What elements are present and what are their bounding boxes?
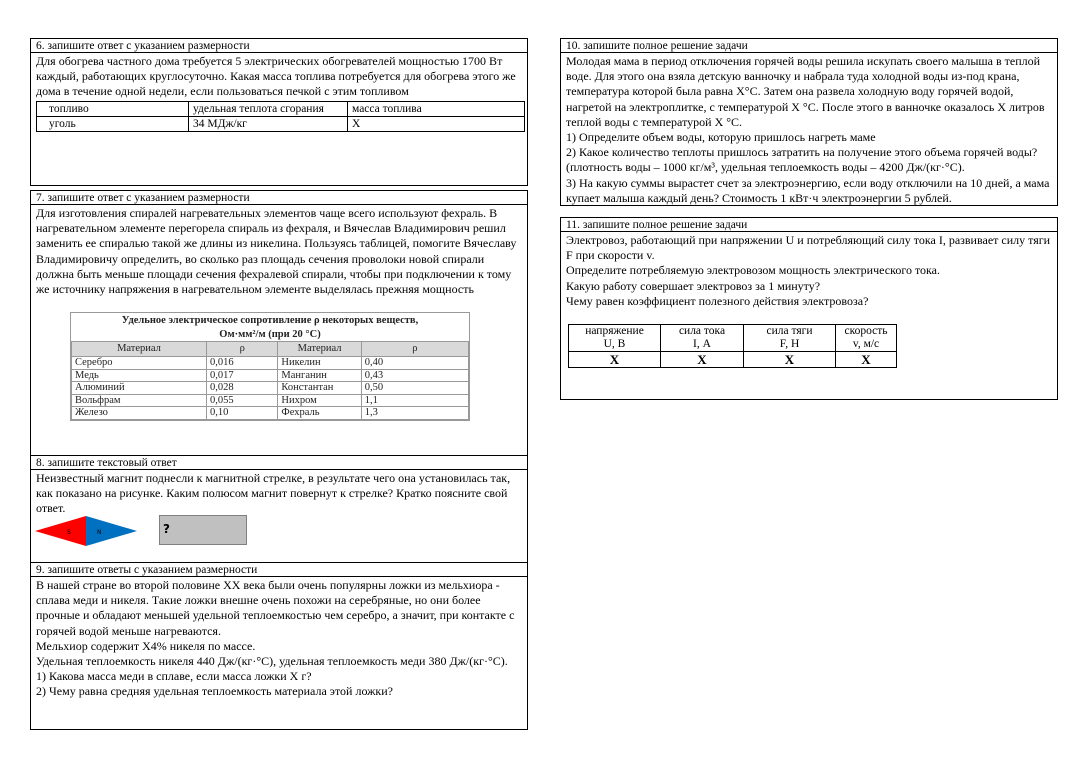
heat-header: удельная теплота сгорания [189, 101, 348, 116]
table-row [72, 382, 469, 395]
header-unit: v, м/с [852, 338, 880, 351]
magnet-answer-box[interactable]: ? [159, 515, 247, 545]
col-material-1: Материал [72, 342, 207, 357]
mass-value: X [348, 116, 525, 131]
speed-value: X [836, 352, 897, 368]
resistivity-caption-1: Удельное электрическое сопротивление ρ некоторых веществ, [121, 315, 419, 326]
task-9-heat-capacity: Удельная теплоемкость никеля 440 Дж/(кг·°С), удельная теплоемкость меди 380 Дж/(кг·°С). [36, 654, 508, 669]
task-6-text: Для обогрева частного дома требуется 5 электрических обогревателей мощностью 1700 Вт каждый, работающих круглосуточно. Какая масса топлива потребуется для обогрева этого же дома в течение одной недели, если пользоваться печкой с этим топливом [36, 54, 516, 99]
task-8-header: 8. запишите текстовый ответ [31, 455, 527, 470]
task-11-card [560, 217, 1058, 400]
cell: 0,017 [206, 369, 277, 382]
cell: 0,10 [206, 407, 277, 420]
resistivity-caption-2: Ом·мм²/м (при 20 °C) [219, 329, 321, 340]
task-7-header: 7. запишите ответ с указанием размерности [31, 190, 527, 205]
col-rho-2: ρ [361, 342, 468, 357]
table-row [72, 357, 469, 370]
task-10-card [560, 38, 1058, 206]
voltage-value: X [569, 352, 661, 368]
task-8-card [30, 455, 528, 563]
cell: Железо [72, 407, 207, 420]
task-11-text: Электровоз, работающий при напряжении U и потребляющий силу тока I, развивает силу тяги F при скорости v. [566, 233, 1051, 263]
cell: 0,43 [361, 369, 468, 382]
needle-n-label: N [97, 529, 102, 536]
needle-s-label: S [67, 529, 71, 536]
cell: 0,055 [206, 394, 277, 407]
current-header [661, 325, 744, 352]
table-row [72, 407, 469, 420]
speed-header [836, 325, 897, 352]
cell: 0,028 [206, 382, 277, 395]
current-value: X [661, 352, 744, 368]
task-9-header: 9. запишите ответы с указанием размерности [31, 562, 527, 577]
cell: Константан [278, 382, 361, 395]
task-10-text: Молодая мама в период отключения горячей воды решила искупать своего малыша в теплой воде. Для этого она взяла детскую ванночку и набрала туда холодной воды из-под крана, температура которой была равна X°C. Затем она развела холодную воду горячей водой, нагретой на электроплитке, с температурой X °C. После этого в ванночке оказалось X литров теплой воды с температурой X °C. [566, 54, 1045, 129]
cell: 1,3 [361, 407, 468, 420]
task-9-question-2: 2) Чему равна средняя удельная теплоемкость материала этой ложки? [36, 684, 394, 699]
task-10-question-3: 3) На какую суммы вырастет счет за электроэнергию, если воду отключили на 10 дней, а мама купает малыша каждый день? Стоимость 1 кВт·ч электроэнергии 5 рублей. [566, 175, 1050, 205]
cell: Вольфрам [72, 394, 207, 407]
header-unit: F, Н [779, 338, 800, 351]
cell: 1,1 [361, 394, 468, 407]
voltage-header [569, 325, 661, 352]
task-11-header: 11. запишите полное решение задачи [561, 217, 1057, 232]
force-value: X [744, 352, 836, 368]
task-8-text: Неизвестный магнит поднесли к магнитной стрелке, в результате чего она установилась так, как показано на рисунке. Каким полюсом магнит повернут к стрелке? Кратко поясните свой ответ. [36, 471, 511, 516]
fuel-table [36, 101, 525, 132]
force-header [744, 325, 836, 352]
task-11-question-1: Определите потребляемую электровозом мощность электрического тока. [566, 263, 940, 278]
header-name: сила тока [678, 325, 726, 338]
task-11-question-2: Какую работу совершает электровоз за 1 минуту? [566, 278, 821, 293]
cell: Алюминий [72, 382, 207, 395]
task-10-question-2: 2) Какое количество теплоты пришлось затратить на получение этого объема горячей воды? (плотность воды – 1000 кг/м³, удельная теплоемкость воды – 4200 Дж/(кг·°С). [566, 145, 1038, 175]
cell: 0,50 [361, 382, 468, 395]
task-9-question-1: 1) Какова масса меди в сплаве, если масса ложки X г? [36, 669, 312, 684]
cell: Никелин [278, 357, 361, 370]
task-10-question-1: 1) Определите объем воды, которую пришлось нагреть маме [566, 130, 876, 145]
task-7-text: Для изготовления спиралей нагревательных элементов чаще всего используют фехраль. В нагревательном элементе перегорела спираль из фехраля, и Вячеслав Владимирович решил заменить ее спиралью такой же длины из никелина. Пользуясь таблицей, помогите Вячеславу Владимировичу определить, во сколько раз площадь сечения проволоки новой спирали должна быть меньше площади сечения фехралевой спирали, чтобы при подключении к тому же источнику напряжения в нагревательном элементе выделялась прежняя мощность [36, 206, 517, 297]
cell: Манганин [278, 369, 361, 382]
magnetic-needle-icon [35, 516, 137, 546]
cell: 0,016 [206, 357, 277, 370]
task-9-composition: Мельхиор содержит X4% никеля по массе. [36, 638, 256, 653]
header-name: сила тяги [766, 325, 813, 338]
locomotive-table [568, 324, 897, 368]
header-unit: U, В [603, 338, 626, 351]
heat-value: 34 МДж/кг [189, 116, 348, 131]
header-name: напряжение [585, 325, 644, 338]
fuel-value: уголь [37, 116, 189, 131]
col-material-2: Материал [278, 342, 361, 357]
cell: Фехраль [278, 407, 361, 420]
header-name: скорость [844, 325, 888, 338]
task-9-card [30, 562, 528, 730]
cell: Медь [72, 369, 207, 382]
col-rho-1: ρ [206, 342, 277, 357]
task-10-header: 10. запишите полное решение задачи [561, 38, 1057, 53]
resistivity-table [70, 312, 470, 421]
cell: 0,40 [361, 357, 468, 370]
cell: Нихром [278, 394, 361, 407]
task-11-question-3: Чему равен коэффициент полезного действия электровоза? [566, 293, 869, 308]
table-row [72, 369, 469, 382]
task-9-text: В нашей стране во второй половине XX века были очень популярны ложки из мельхиора - сплава меди и никеля. Такие ложки внешне очень похожи на серебряные, но они более прочные и обладают меньшей удельной теплоемкостью чем серебро, а значит, при контакте с горячей водой меньше нагреваются. [36, 578, 515, 638]
fuel-header: топливо [37, 101, 189, 116]
table-row [72, 394, 469, 407]
task-6-card [30, 38, 528, 186]
mass-header: масса топлива [348, 101, 525, 116]
header-unit: I, А [693, 338, 711, 351]
cell: Серебро [72, 357, 207, 370]
task-6-header: 6. запишите ответ с указанием размерности [31, 38, 527, 53]
